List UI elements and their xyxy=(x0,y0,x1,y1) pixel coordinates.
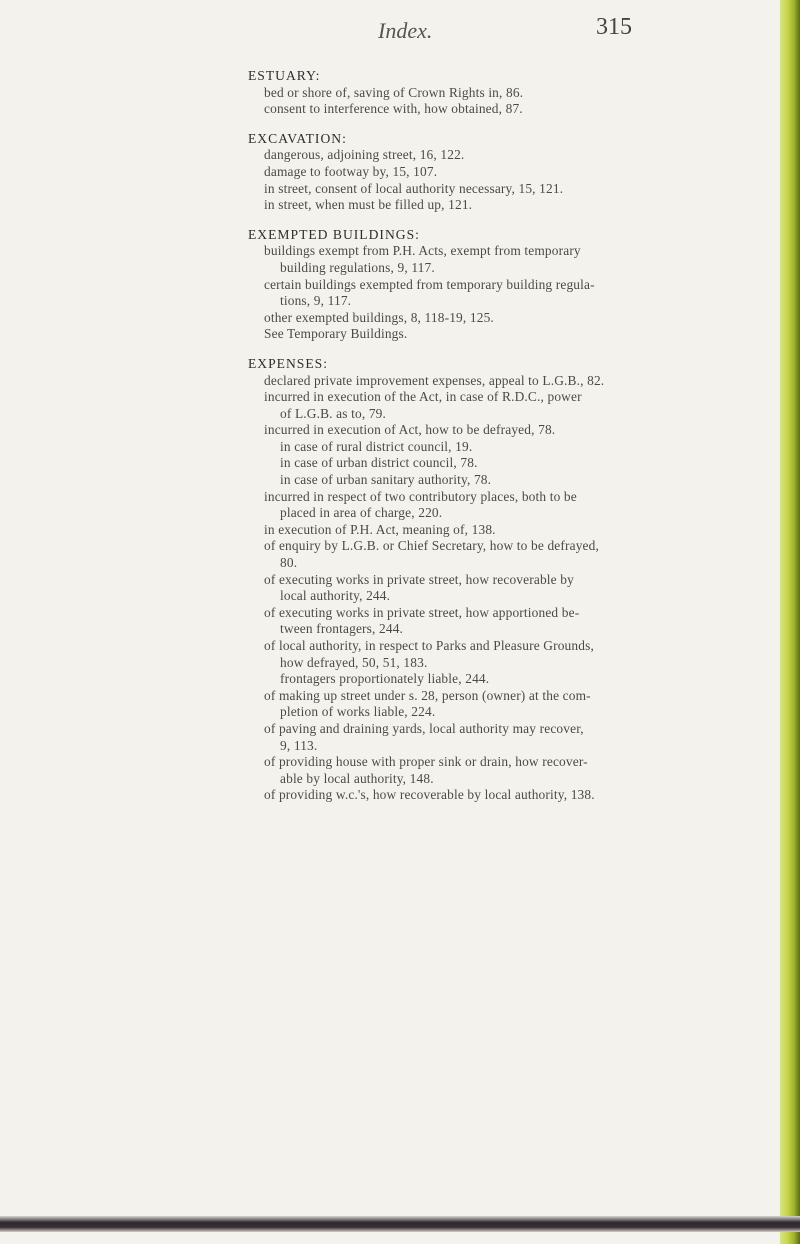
index-entry xyxy=(248,356,768,804)
subentry-line: in case of rural district council, 19. xyxy=(280,438,473,454)
subentry-line: incurred in respect of two contributory places, both to be xyxy=(264,488,577,504)
index-entry xyxy=(248,227,768,343)
subentry-continuation: 9, 113. xyxy=(280,737,318,753)
entry-heading: EXEMPTED BUILDINGS: xyxy=(248,226,420,242)
book-spine-edge xyxy=(780,0,800,1244)
subentry-line: other exempted buildings, 8, 118-19, 125. xyxy=(264,309,494,325)
subentry-line: bed or shore of, saving of Crown Rights in, 86. xyxy=(264,84,524,100)
subentry-continuation: frontagers proportionately liable, 244. xyxy=(280,671,490,687)
index-list xyxy=(248,68,768,817)
subentry-line: in case of urban district council, 78. xyxy=(280,455,478,471)
running-title: Index. xyxy=(378,18,433,43)
entry-subentries xyxy=(248,147,768,213)
page-number: 315 xyxy=(596,14,632,40)
subentry-line: of making up street under s. 28, person (owner) at the com- xyxy=(264,687,591,703)
subentry-line: of local authority, in respect to Parks and Pleasure Grounds, xyxy=(264,638,594,653)
entry-heading: EXPENSES: xyxy=(248,355,329,371)
subentry-line: damage to footway by, 15, 107. xyxy=(264,163,438,179)
subentry-line: declared private improvement expenses, appeal to L.G.B., 82. xyxy=(264,372,605,388)
subentry-line: incurred in execution of Act, how to be defrayed, 78. xyxy=(264,422,556,438)
entry-subentries xyxy=(248,85,768,118)
subentry-continuation: how defrayed, 50, 51, 183. xyxy=(280,654,428,670)
subentry-continuation: able by local authority, 148. xyxy=(280,770,434,786)
subentry-line: of executing works in private street, how recoverable by xyxy=(264,571,574,587)
subentry-line: in street, when must be filled up, 121. xyxy=(264,197,473,213)
subentry-line: of paving and draining yards, local authority may recover, xyxy=(264,720,584,736)
subentry-continuation: local authority, 244. xyxy=(280,588,391,604)
subentry-line: incurred in execution of the Act, in case of R.D.C., power xyxy=(264,389,582,405)
entry-heading: ESTUARY: xyxy=(248,68,321,83)
index-entry xyxy=(248,68,768,118)
entry-subentries xyxy=(248,243,768,343)
subentry-continuation: placed in area of charge, 220. xyxy=(280,505,443,521)
page-bottom-edge xyxy=(0,1216,800,1232)
subentry-line: of enquiry by L.G.B. or Chief Secretary, how to be defrayed, xyxy=(264,538,599,554)
running-head xyxy=(0,10,800,44)
subentry-line: in street, consent of local authority necessary, 15, 121. xyxy=(264,180,564,196)
subentry-line: of providing w.c.'s, how recoverable by local authority, 138. xyxy=(264,787,595,803)
subentry-line: consent to interference with, how obtained, 87. xyxy=(264,101,523,117)
subentry-continuation: tions, 9, 117. xyxy=(280,293,352,309)
subentry-continuation: pletion of works liable, 224. xyxy=(280,704,436,720)
index-entry xyxy=(248,131,768,214)
subentry-line: in case of urban sanitary authority, 78. xyxy=(280,472,492,488)
subentry-continuation: building regulations, 9, 117. xyxy=(280,259,435,275)
subentry-line: of providing house with proper sink or drain, how recover- xyxy=(264,754,588,770)
subentry-line: of executing works in private street, how apportioned be- xyxy=(264,604,580,620)
subentry-line: dangerous, adjoining street, 16, 122. xyxy=(264,147,465,163)
entry-heading: EXCAVATION: xyxy=(248,130,347,146)
subentry-line: certain buildings exempted from temporary building regula- xyxy=(264,276,595,292)
subentry-continuation: 80. xyxy=(280,555,298,571)
entry-subentries xyxy=(248,373,768,804)
subentry-continuation: tween frontagers, 244. xyxy=(280,621,404,637)
subentry-continuation: of L.G.B. as to, 79. xyxy=(280,405,387,421)
subentry-line: buildings exempt from P.H. Acts, exempt from temporary xyxy=(264,243,581,259)
subentry-line: See Temporary Buildings. xyxy=(264,326,408,342)
subentry-line: in execution of P.H. Act, meaning of, 138. xyxy=(264,521,496,537)
